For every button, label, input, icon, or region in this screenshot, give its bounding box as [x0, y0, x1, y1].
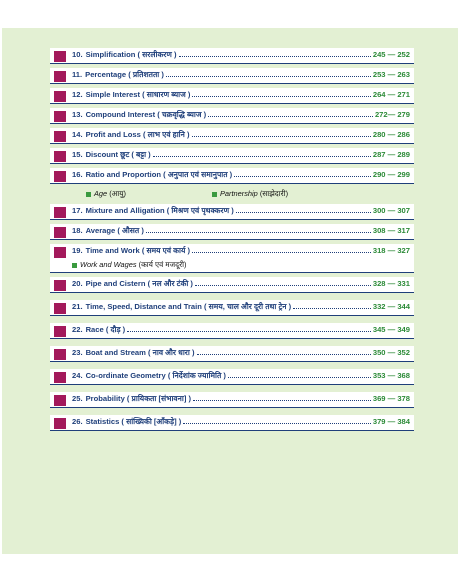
bullet-marker	[54, 349, 66, 360]
entry-pages: 369 — 378	[372, 394, 410, 403]
toc-entry-15[interactable]	[50, 148, 414, 164]
bullet-marker	[54, 91, 66, 102]
dot-leader	[127, 325, 371, 332]
bullet-marker	[54, 280, 66, 291]
entry-title: Time, Speed, Distance and Train ( समय, चाल और दूरी तथा ट्रेन )	[85, 302, 292, 311]
toc-entry-18[interactable]	[50, 224, 414, 240]
entry-title: Percentage ( प्रतिशतता )	[85, 70, 164, 79]
entry-title: Compound Interest ( चक्रवृद्धि ब्याज )	[85, 110, 207, 119]
dot-leader	[153, 150, 371, 157]
entry-pages: 332 — 344	[372, 302, 410, 311]
bullet-marker	[54, 51, 66, 62]
entry-pages: 290 — 299	[372, 170, 410, 179]
bullet-marker	[54, 418, 66, 429]
subtopic-bullet	[212, 192, 217, 197]
entry-title: Ratio and Proportion ( अनुपात एवं समानुपात )	[85, 170, 233, 179]
bullet-marker	[54, 303, 66, 314]
dot-leader	[197, 348, 371, 355]
toc-entry-16[interactable]	[50, 168, 414, 184]
dot-leader	[183, 417, 371, 424]
dot-leader	[193, 394, 371, 401]
entry-number: 21.	[72, 302, 83, 311]
toc-entry-19[interactable]	[50, 244, 414, 273]
toc-entry-13[interactable]	[50, 108, 414, 124]
bullet-marker	[54, 71, 66, 82]
entry-number: 18.	[72, 226, 83, 235]
entry-number: 17.	[72, 206, 83, 215]
dot-leader	[195, 279, 371, 286]
subtopics-row	[50, 188, 414, 200]
bullet-marker	[54, 207, 66, 218]
subtopic-age[interactable]	[86, 189, 126, 199]
bullet-marker	[54, 131, 66, 142]
subtopic-en: Work and Wages	[80, 260, 137, 269]
subtopic-hi: (आयु)	[107, 189, 126, 198]
dot-leader	[166, 70, 371, 77]
toc-entry-25[interactable]	[50, 392, 414, 408]
entry-pages: 345 — 349	[372, 325, 410, 334]
entry-number: 12.	[72, 90, 83, 99]
dot-leader	[234, 170, 371, 177]
entry-pages: 280 — 286	[372, 130, 410, 139]
entry-title: Time and Work ( समय एवं कार्य )	[85, 246, 191, 255]
toc-entry-14[interactable]	[50, 128, 414, 144]
bullet-marker	[54, 111, 66, 122]
dot-leader	[192, 246, 371, 253]
entry-number: 24.	[72, 371, 83, 380]
entry-title: Discount छूट ( बट्टा )	[85, 150, 151, 159]
subtopic-bullet	[72, 263, 77, 268]
bullet-marker	[54, 372, 66, 383]
bullet-marker	[54, 227, 66, 238]
entry-number: 23.	[72, 348, 83, 357]
dot-leader	[228, 371, 371, 378]
bullet-marker	[54, 326, 66, 337]
entry-title: Mixture and Alligation ( मिश्रण एवं पृथक्करण )	[85, 206, 234, 215]
entry-title: Profit and Loss ( लाभ एवं हानि )	[85, 130, 190, 139]
toc-entry-17[interactable]	[50, 204, 414, 220]
toc-entry-21[interactable]	[50, 300, 414, 316]
entry-pages: 264 — 271	[372, 90, 410, 99]
entry-title: Boat and Stream ( नाव और धारा )	[85, 348, 195, 357]
bullet-marker	[54, 395, 66, 406]
table-of-contents	[50, 48, 414, 435]
toc-entry-22[interactable]	[50, 323, 414, 339]
toc-entry-24[interactable]	[50, 369, 414, 385]
toc-entry-26[interactable]	[50, 415, 414, 431]
toc-entry-10[interactable]	[50, 48, 414, 64]
subtopic-hi: (कार्य एवं मजदूरी)	[136, 260, 187, 269]
entry-pages: 379 — 384	[372, 417, 410, 426]
entry-number: 10.	[72, 50, 83, 59]
dot-leader	[293, 302, 371, 309]
subtopic-hi: (साझेदारी)	[257, 189, 289, 198]
bullet-marker	[54, 247, 66, 258]
entry-number: 26.	[72, 417, 83, 426]
entry-pages: 245 — 252	[372, 50, 410, 59]
entry-number: 13.	[72, 110, 83, 119]
entry-number: 11.	[72, 70, 83, 79]
entry-pages: 253 — 263	[372, 70, 410, 79]
dot-leader	[192, 90, 370, 97]
subtopic-bullet	[86, 192, 91, 197]
subtopic-en: Partnership	[220, 189, 258, 198]
entry-number: 20.	[72, 279, 83, 288]
entry-title: Pipe and Cistern ( नल और टंकी )	[85, 279, 193, 288]
entry-title: Statistics ( सांख्यिकी [आँकड़े] )	[85, 417, 182, 426]
dot-leader	[208, 110, 373, 117]
entry-title: Race ( दौड़ )	[85, 325, 126, 334]
subtopic-work-and-wages[interactable]	[72, 260, 186, 270]
bullet-marker	[54, 171, 66, 182]
entry-number: 14.	[72, 130, 83, 139]
dot-leader	[236, 206, 371, 213]
entry-title: Simple Interest ( साधारण ब्याज )	[85, 90, 191, 99]
subtopic-en: Age	[94, 189, 108, 198]
entry-number: 22.	[72, 325, 83, 334]
toc-entry-20[interactable]	[50, 277, 414, 293]
entry-title: Probability ( प्रायिकता [संभावना] )	[85, 394, 191, 403]
entry-pages: 328 — 331	[372, 279, 410, 288]
entry-number: 15.	[72, 150, 83, 159]
entry-pages: 287 — 289	[372, 150, 410, 159]
entry-title: Average ( औसत )	[85, 226, 144, 235]
subtopic-partnership[interactable]	[212, 189, 288, 199]
dot-leader	[146, 226, 371, 233]
toc-entry-12[interactable]	[50, 88, 414, 104]
toc-entry-23[interactable]	[50, 346, 414, 362]
bullet-marker	[54, 151, 66, 162]
entry-pages: 272— 279	[374, 110, 410, 119]
entry-title: Simplification ( सरलीकरण )	[85, 50, 177, 59]
toc-entry-11[interactable]	[50, 68, 414, 84]
entry-number: 25.	[72, 394, 83, 403]
entry-number: 16.	[72, 170, 83, 179]
page-background	[2, 28, 458, 554]
entry-pages: 353 — 368	[372, 371, 410, 380]
entry-pages: 300 — 307	[372, 206, 410, 215]
entry-pages: 350 — 352	[372, 348, 410, 357]
entry-pages: 318 — 327	[372, 246, 410, 255]
entry-pages: 308 — 317	[372, 226, 410, 235]
entry-number: 19.	[72, 246, 83, 255]
dot-leader	[179, 50, 371, 57]
entry-title: Co-ordinate Geometry ( निर्देशांक ज्यामिति )	[85, 371, 226, 380]
dot-leader	[192, 130, 371, 137]
